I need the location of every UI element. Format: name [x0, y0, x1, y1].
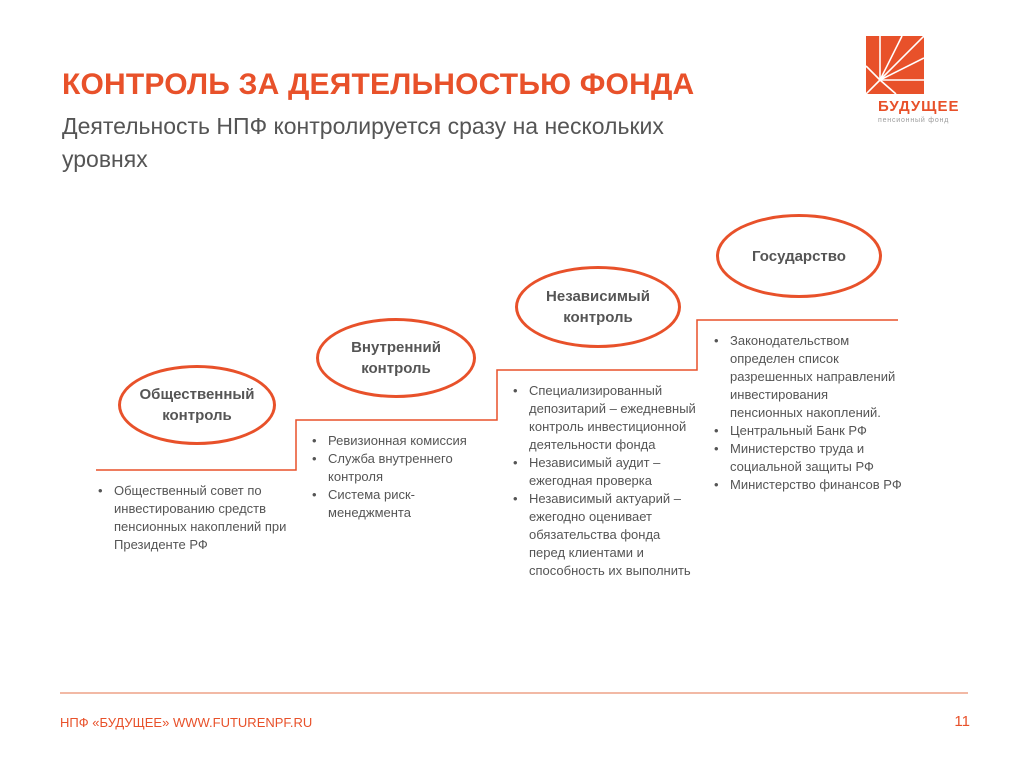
oval-label: контроль: [361, 360, 431, 377]
oval-public-control: [118, 365, 276, 445]
list-item: • Общественный совет по инвестированию средств пенсионных накоплений при Президенте РФ: [96, 482, 296, 554]
list-item: • Система риск-менеджмента: [310, 486, 496, 522]
oval-state: [716, 214, 882, 298]
logo-tagline: пенсионный фонд: [878, 117, 950, 124]
oval-label: Внутренний: [351, 339, 441, 356]
oval-internal-control: [316, 318, 476, 398]
footer-text: НПФ «БУДУЩЕЕ» WWW.FUTURENPF.RU: [60, 715, 313, 730]
list-item: • Специализированный депозитарий – ежедневный контроль инвестиционной деятельности фонда: [511, 382, 697, 454]
oval-label: контроль: [563, 309, 633, 326]
list-item: • Ревизионная комиссия: [310, 432, 496, 450]
slide-title: КОНТРОЛЬ ЗА ДЕЯТЕЛЬНОСТЬЮ ФОНДА: [62, 68, 695, 101]
oval-label: Общественный: [139, 386, 255, 403]
oval-label: Независимый: [546, 288, 650, 305]
footer-divider: [60, 692, 968, 694]
oval-label: контроль: [162, 407, 232, 424]
slide-subtitle: Деятельность НПФ контролируется сразу на нескольких уровнях: [62, 113, 664, 172]
list-item: • Независимый аудит – ежегодная проверка: [511, 454, 697, 490]
list-item: • Центральный Банк РФ: [712, 422, 902, 440]
list-internal-control: [310, 432, 496, 522]
list-item: • Служба внутреннего контроля: [310, 450, 496, 486]
page-number: 11: [954, 713, 970, 730]
list-item: • Министерство финансов РФ: [712, 476, 902, 494]
logo-name: БУДУЩЕЕ: [878, 98, 960, 115]
list-item: • Законодательством определен список разрешенных направлений инвестирования пенсионных накоплений.: [712, 332, 902, 422]
list-item: • Независимый актуарий – ежегодно оценивает обязательства фонда перед клиентами и способность их выполнить: [511, 490, 697, 580]
list-public-control: [96, 482, 296, 554]
oval-label: Государство: [752, 247, 846, 265]
list-state: [712, 332, 902, 494]
list-item: • Министерство труда и социальной защиты РФ: [712, 440, 902, 476]
oval-independent-control: [515, 266, 681, 348]
list-independent-control: [511, 382, 697, 580]
